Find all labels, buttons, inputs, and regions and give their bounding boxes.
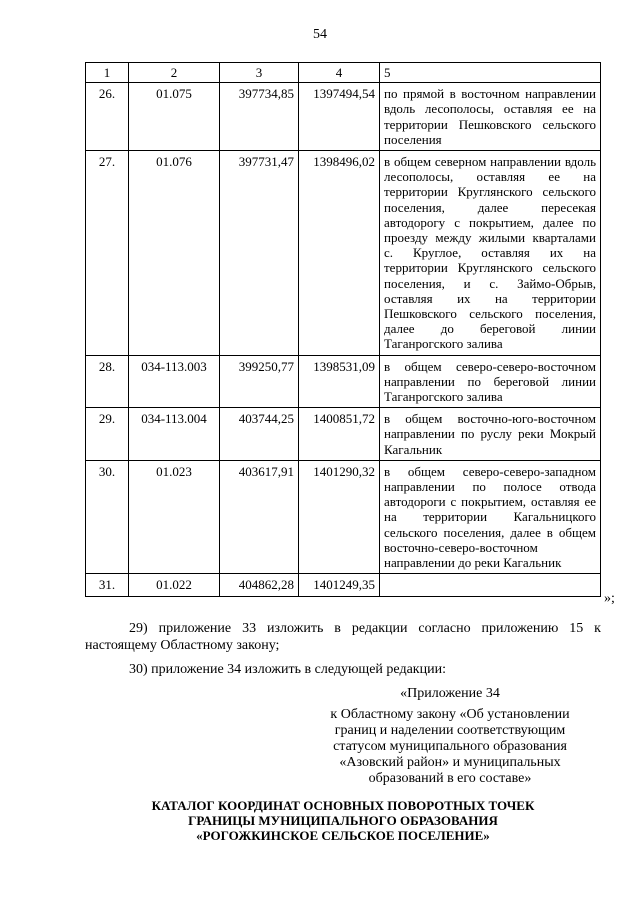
- coord-x: 397731,47: [220, 151, 299, 356]
- table-row: [86, 83, 601, 151]
- appendix-line-3: статусом муниципального образования: [333, 739, 567, 754]
- boundary-description: [380, 574, 601, 596]
- coord-x: 403744,25: [220, 408, 299, 461]
- coord-x: 399250,77: [220, 355, 299, 408]
- coord-y: 1401290,32: [299, 460, 380, 573]
- table-row: [86, 460, 601, 573]
- coord-y: 1401249,35: [299, 574, 380, 596]
- table-row: [86, 574, 601, 596]
- boundary-description: в общем восточно-юго-восточном направлении по руслу реки Мокрый Кагальник: [380, 408, 601, 461]
- point-number: 31.: [86, 574, 129, 596]
- appendix-line-2: границ и наделении соответствующим: [334, 723, 566, 738]
- paragraph-29: [85, 620, 601, 654]
- coord-x: 403617,91: [220, 460, 299, 573]
- point-code: 034-113.003: [129, 355, 220, 408]
- coord-x: 404862,28: [220, 574, 299, 596]
- coordinates-table: [85, 62, 601, 597]
- point-code: 034-113.004: [129, 408, 220, 461]
- boundary-description: в общем северо-северо-западном направлении по полосе отвода автодороги с покрытием, оставляя ее на территории Кагальницкого сельского поселения, далее в общем восточно-северо-восточном направлении до реки Кагальник: [380, 460, 601, 573]
- table-row: [86, 151, 601, 356]
- header-col-1: 1: [86, 63, 129, 83]
- point-code: 01.022: [129, 574, 220, 596]
- point-code: 01.076: [129, 151, 220, 356]
- header-col-2: 2: [129, 63, 220, 83]
- paragraph-30: [85, 661, 601, 678]
- table-row: [86, 355, 601, 408]
- catalog-line-3: «РОГОЖКИНСКОЕ СЕЛЬСКОЕ ПОСЕЛЕНИЕ»: [196, 828, 490, 843]
- coord-y: 1400851,72: [299, 408, 380, 461]
- closing-quote: »;: [604, 591, 615, 606]
- appendix-line-1: к Областному закону «Об установлении: [330, 707, 570, 722]
- paragraph-30-text: 30) приложение 34 изложить в следующей редакции:: [129, 662, 446, 677]
- boundary-description: в общем северном направлении вдоль лесополосы, оставляя ее на территории Круглянского сельского поселения, далее пересекая автодорогу с покрытием, далее по проезду между жилыми кварталами с. Круглое, оставляя их на территории Круглянского сельского поселения, и с. Займо-Обрыв, оставляя их на территории Пешковского сельского поселения, далее до береговой линии Таганрогского залива: [380, 151, 601, 356]
- coord-y: 1397494,54: [299, 83, 380, 151]
- boundary-description: по прямой в восточном направлении вдоль лесополосы, оставляя ее на территории Пешковского сельского поселения: [380, 83, 601, 151]
- boundary-description: в общем северо-северо-восточном направлении по береговой линии Таганрогского залива: [380, 355, 601, 408]
- coord-y: 1398496,02: [299, 151, 380, 356]
- point-number: 26.: [86, 83, 129, 151]
- catalog-line-1: КАТАЛОГ КООРДИНАТ ОСНОВНЫХ ПОВОРОТНЫХ ТОЧЕК: [151, 798, 535, 813]
- appendix-line-5: образований в его составе»: [368, 771, 532, 786]
- point-number: 30.: [86, 460, 129, 573]
- appendix-title: «Приложение 34: [400, 686, 500, 701]
- coord-x: 397734,85: [220, 83, 299, 151]
- catalog-line-2: ГРАНИЦЫ МУНИЦИПАЛЬНОГО ОБРАЗОВАНИЯ: [188, 813, 498, 828]
- point-number: 29.: [86, 408, 129, 461]
- table-header-row: [86, 63, 601, 83]
- point-number: 28.: [86, 355, 129, 408]
- paragraph-29-text: 29) приложение 33 изложить в редакции согласно приложению 15 к настоящему Областному закону;: [85, 621, 601, 653]
- point-number: 27.: [86, 151, 129, 356]
- page-number: 54: [313, 27, 327, 42]
- coord-y: 1398531,09: [299, 355, 380, 408]
- header-col-4: 4: [299, 63, 380, 83]
- header-col-5: 5: [380, 63, 601, 83]
- appendix-line-4: «Азовский район» и муниципальных: [339, 755, 561, 770]
- point-code: 01.023: [129, 460, 220, 573]
- header-col-3: 3: [220, 63, 299, 83]
- point-code: 01.075: [129, 83, 220, 151]
- table-row: [86, 408, 601, 461]
- catalog-heading: [85, 798, 601, 843]
